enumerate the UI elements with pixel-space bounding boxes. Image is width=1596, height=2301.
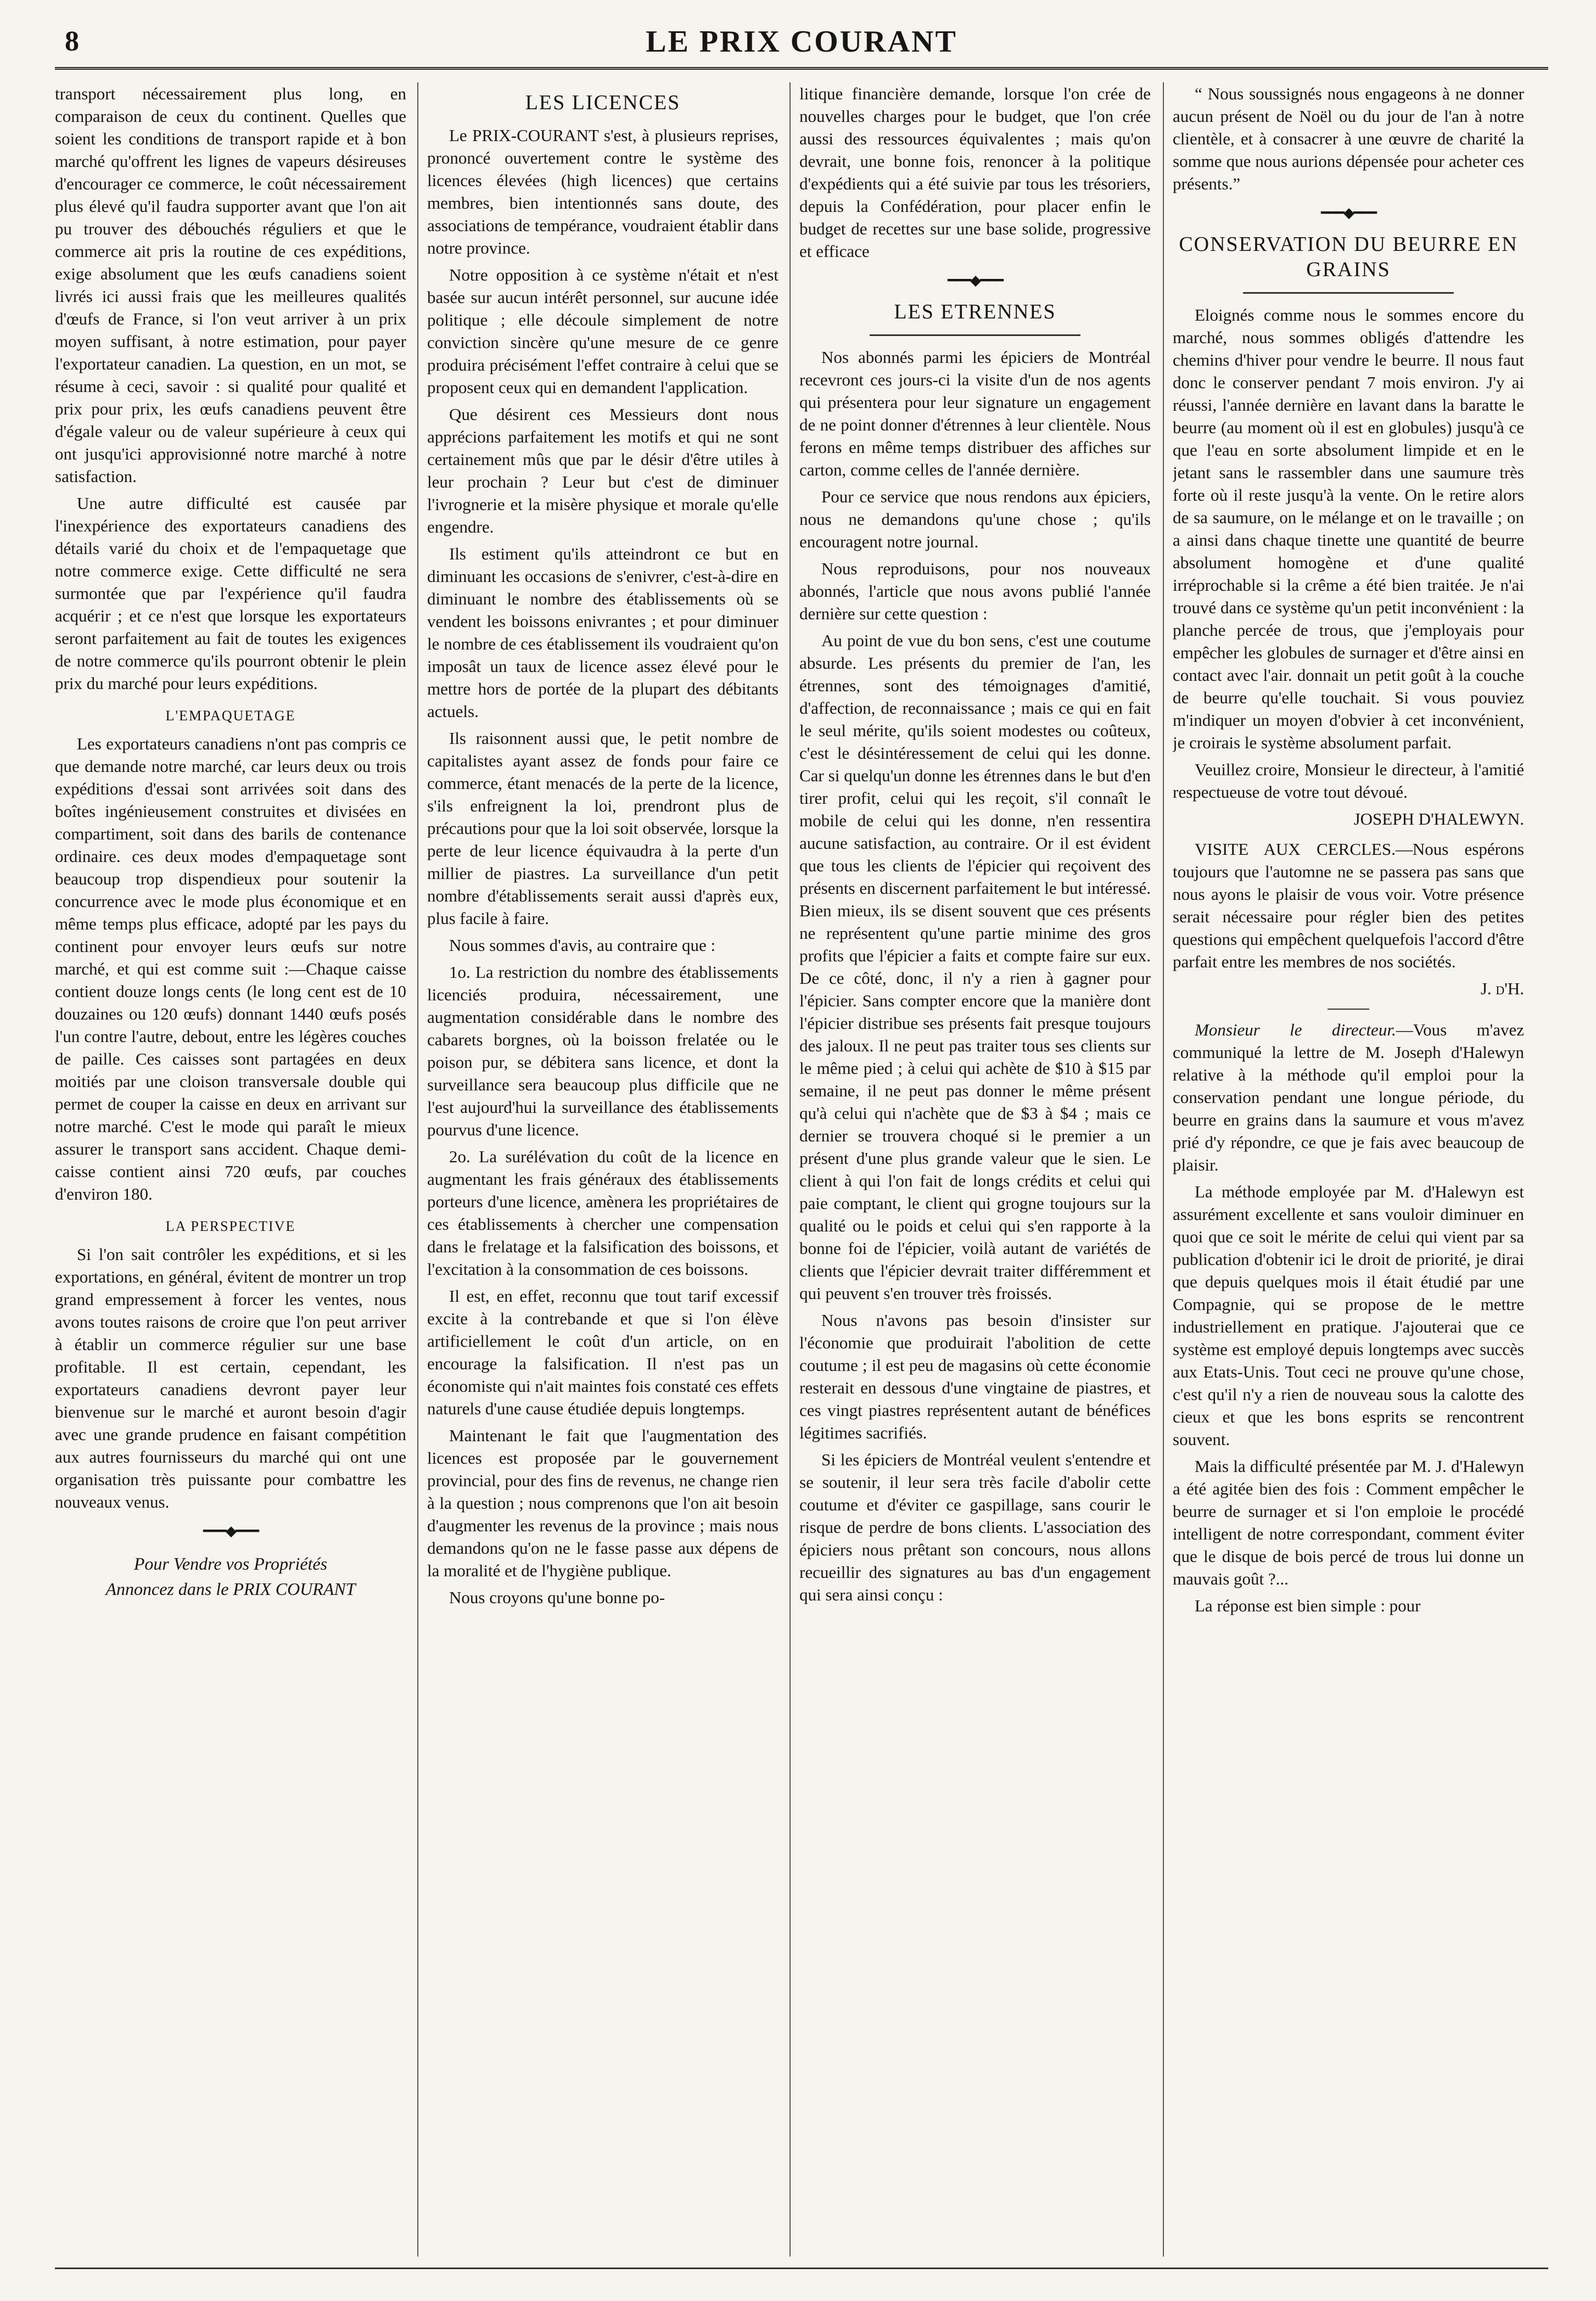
paragraph-lead: VISITE AUX CERCLES. xyxy=(1195,839,1396,859)
col2-paragraph: 2o. La surélévation du coût de la licence en augmentant les frais généraux des établissements porteurs d'une licence, amènera les propriétaires de ces établissements à chercher une compensation dans le frelatage et la falsification des boissons, et l'excitation à la consommation de ces boissons. xyxy=(427,1147,779,1279)
ornament-divider: ━━━◆━━━ xyxy=(948,272,1003,288)
col4-paragraph: La méthode employée par M. d'Halewyn est assurément excellente et sans vouloir diminuer en quoi que ce soit le mérite de celui qui vient par sa publication d'obtenir ici le droit de priorité, je dirai que depuis quelques mois il était étudié par une Compagnie, qui se propose de le mettre industriellement en pratique. J'ajouterai que ce système est employé depuis longtemps avec succès aux Etats-Unis. Tout ceci ne prouve qu'une chose, c'est qu'il n'y a rien de nouveau sous la calotte des cieux et que les bons esprits se rencontrent souvent. xyxy=(1173,1182,1524,1449)
headline-beurre: CONSERVATION DU BEURRE EN GRAINS xyxy=(1179,233,1518,281)
col2-paragraph: Ils estiment qu'ils atteindront ce but en diminuant les occasions de s'enivrer, c'est-à-dire en diminuant le nombre des établissements où se vendent les boissons enivrantes ; et pour diminuer le nombre de ces établissement ils voudraient qu'on imposât un taux de licence assez élevé pour le mettre hors de portée de la plupart des débitants actuels. xyxy=(427,544,779,721)
page-number: 8 xyxy=(65,26,79,57)
ad-line-1: Pour Vendre vos Propriétés xyxy=(133,1554,328,1574)
paragraph-lead: Monsieur le directeur. xyxy=(1195,1020,1396,1039)
col2-paragraph: Que désirent ces Messieurs dont nous apprécions parfaitement les motifs et qui ne sont certainement mûs que par le désir d'être utiles à leur prochain ? Leur but c'est de diminuer l'ivrognerie et la misère physique et morale qu'elle engendre. xyxy=(427,405,779,536)
col4-paragraph: Veuillez croire, Monsieur le directeur, à l'amitié respectueuse de votre tout dévoué. xyxy=(1173,760,1524,802)
col2-paragraph: Maintenant le fait que l'augmentation des licences est proposée par le gouvernement provincial, pour des fins de revenus, ne change rien à la question ; nous comprenons que l'on ait besoin d'augmenter les revenus de la province ; mais nous demandons qu'on ne le fasse passe aux dépens de la moralité et de l'hygiène publique. xyxy=(427,1426,779,1580)
headline-licences: LES LICENCES xyxy=(525,91,681,114)
page-header xyxy=(55,22,1548,66)
footer-rule xyxy=(55,2268,1548,2269)
col2-paragraph: 1o. La restriction du nombre des établissements licenciés produira, nécessairement, une augmentation considérable dans le nombre des cabarets borgnes, où la boisson frelatée ou le poison pur, se débitera sans licence, et dont la surveillance sera beaucoup plus difficile que ne l'est aujourd'hui la surveillance des établissements pourvus d'une licence. xyxy=(427,962,779,1139)
ornament-divider: ━━━◆━━━ xyxy=(203,1523,258,1539)
paragraph-body: —Vous m'avez communiqué la lettre de M. Joseph d'Halewyn relative à la méthode qu'il emploi pour la conservation pendant une longue période, du beurre en grains dans la saumure et vous m'avez prié d'y répondre, ce que je fais avec beaucoup de plaisir. xyxy=(1173,1020,1524,1174)
col2-paragraph: Notre opposition à ce système n'était et n'est basée sur aucun intérêt personnel, sur aucune idée politique ; elle découle simplement de notre conviction sincère qu'une mesure de ce genre produira précisément l'effet contraire à celui que se proposent ceux qui en demandent l'application. xyxy=(427,265,779,397)
ornament-divider: ━━━◆━━━ xyxy=(1321,205,1376,221)
subheading-perspective: LA PERSPECTIVE xyxy=(165,1218,296,1234)
col2-paragraph: Nous sommes d'avis, au contraire que : xyxy=(449,936,716,955)
short-rule xyxy=(1328,1009,1370,1010)
signature: JOSEPH D'HALEWYN. xyxy=(1353,809,1524,828)
col1-paragraph: Les exportateurs canadiens n'ont pas compris ce que demande notre marché, car leurs deux ou trois expéditions d'essai sont arrivées soit dans des boîtes ingénieusement construites et divisées en compartiment, soit dans des barils de contenance ordinaire. ces deux modes d'empaquetage sont beaucoup trop dispendieux pour soutenir la concurrence avec le mode plus économique et en même temps plus efficace, adopté par les pays du continent pour envoyer leurs œufs sur notre marché, et qui est comme suit :—Chaque caisse contient douze longs cents (le long cent est de 10 douzaines ou 120 œufs) donnant 1440 œufs posés l'un contre l'autre, debout, entre les légères couches de paille. Ces caisses sont partagées en deux moitiés par une cloison transversale double qui permet de couper la caisse en deux en arrivant sur notre marché. C'est le mode qui paraît le mieux assurer le transport sans accident. Chaque demi-caisse contient ainsi 720 œufs, par couches d'environ 180. xyxy=(55,734,406,1203)
col3-paragraph: litique financière demande, lorsque l'on crée de nouvelles charges pour le budget, que l'on crée aussi des ressources équivalentes ; mais qu'on devrait, une bonne fois, renoncer à la politique d'expédients qui a été suivie par tous les trésoriers, depuis la Confédération, pour placer enfin le budget de recettes sur une base solide, progressive et efficace xyxy=(799,84,1151,261)
col1-paragraph: Une autre difficulté est causée par l'inexpérience des exportateurs canadiens des détails varié du choix et de l'empaquetage que notre commerce exige. Cette difficulté ne sera surmontée que par l'expérience qu'il faudra acquérir ; et ce n'est que lorsque les exportateurs seront parfaitement au fait de toutes les exigences de notre commerce qu'ils pourront obtenir le plein prix du marché pour leurs expéditions. xyxy=(55,494,406,693)
col4-paragraph xyxy=(1173,1018,1524,1176)
col4-paragraph xyxy=(1173,838,1524,973)
col4-paragraph: Eloignés comme nous le sommes encore du marché, nous sommes obligés d'attendre les chemins d'hiver pour vendre le beurre. Il nous faut donc le conserver pendant 7 mois environ. J'y ai réussi, l'année dernière en lavant dans la baratte le beurre (au moment où il est en globules) jusqu'à ce que l'eau en sorte absolument limpide et en le jetant sans le rassembler dans une saumure très forte où il reste jusqu'à la vente. On le retire alors de sa saumure, on le mélange et on le travaille ; on a ainsi dans chaque tinette une quantité de beurre absolument homogène et d'une qualité irréprochable si la crême a été bien traitée. Je n'ai trouvé dans ce système qu'un petit inconvénient : la planche percée de trous, que j'employais pour empêcher les globules de surnager et d'être ainsi en contact avec l'air. donnait un petit goût à la couche de beurre qu'elle touchait. Si vous pouviez m'indiquer un moyen d'obvier à cet inconvénient, je croirais le système absolument parfait. xyxy=(1173,305,1524,752)
advertisement xyxy=(55,1551,406,1602)
col1-paragraph: Si l'on sait contrôler les expéditions, et si les exportations, en général, évitent de montrer un trop grand empressement à forcer les ventes, nous avons toutes raisons de croire que l'on peut arriver à établir un commerce régulier sur une base profitable. Il est certain, cependant, les exportateurs canadiens devront payer leur bienvenue sur le marché et auront besoin d'agir avec une grande prudence en faisant compétition aux autres fournisseurs du marché qui ont une organisation très puissante pour combattre les nouveaux venus. xyxy=(55,1245,406,1511)
col3-paragraph: Nous n'avons pas besoin d'insister sur l'économie que produirait l'abolition de cette coutume ; il est peu de magasins où cette économie resterait en dessous d'une vingtaine de piastres, et ces vingt piastres représentent autant de bénéfices légitimes sacrifiés. xyxy=(799,1311,1151,1442)
column-4 xyxy=(1173,82,1524,2251)
paragraph-body: —Nous espérons toujours que l'automne ne se passera pas sans que nous ayons le plaisir de vous voir. Votre présence serait nécessaire pour régler bien des petites questions qui empêchent quelquefois l'accord d'être parfait entre les membres de nos sociétés. xyxy=(1173,839,1524,971)
ad-line-2: Annoncez dans le PRIX COURANT xyxy=(105,1579,356,1599)
col4-paragraph: La réponse est bien simple : pour xyxy=(1195,1596,1421,1615)
col4-paragraph: Mais la difficulté présentée par M. J. d'Halewyn a été agitée bien des fois : Comment empêcher le beurre de surnager et si l'on emploie le procédé intelligent de notre correspondant, comment éviter que le disque de bois percé de trous lui donne un mauvais goût ?... xyxy=(1173,1457,1524,1588)
col3-paragraph: Pour ce service que nous rendons aux épiciers, nous ne demandons qu'une chose ; qu'ils encouragent notre journal. xyxy=(799,487,1151,551)
column-3 xyxy=(799,82,1151,2251)
header-rule xyxy=(55,67,1548,70)
signature: J. d'H. xyxy=(1480,979,1524,998)
headline-rule xyxy=(870,334,1080,336)
col2-paragraph: Le PRIX-COURANT s'est, à plusieurs reprises, prononcé ouvertement contre le système des licences élevées (high licences) que certains membres, bien intentionnés sans doute, des associations de tempérance, voudraient établir dans notre province. xyxy=(427,126,779,257)
headline-etrennes: LES ETRENNES xyxy=(894,300,1056,323)
col3-paragraph: Au point de vue du bon sens, c'est une coutume absurde. Les présents du premier de l'an, les étrennes, sont des témoignages d'amitié, d'affection, de reconnaissance ; mais ce qui en fait le seul mérite, qu'ils soient modestes ou coûteux, c'est le désintéressement de celui qui les donne. Car si quelqu'un donne les étrennes dans le but d'en tirer profit, celui qui les reçoit, s'il connaît le mobile de celui qui les donne, n'en ressentira aucune satisfaction, au contraire. Or il est évident que tous les clients de l'épicier qui reçoivent des présents en discernent parfaitement le but intéressé. Bien mieux, ils se disent souvent que ces présents ne représentent qu'une partie minime des gros profits que l'épicier a faits et compte faire sur eux. De ce côté, donc, il n'y a rien à gagner pour l'épicier. Sans compter encore que la manière dont l'épicier distribue ses présents fait presque toujours des jaloux. Il ne peut pas traiter tous ses clients sur le même pied ; à celui qui achète de $10 à $15 par semaine, il ne peut pas donner le même présent qu'à celui qui n'achète que de $3 à $4 ; mais ce dernier se trouvera choqué si le premier a un présent d'une plus grande valeur que le sien. Le client à qui l'on fait de longs crédits et celui qui paie comptant, le client qui grogne toujours sur la qualité ou le poids et celui qui s'en rapporte à la bonne foi de l'épicier, voilà autant de variétés de clients que l'épicier devrait traiter différemment et qui peuvent s'en trouver très froissés. xyxy=(799,631,1151,1303)
column-divider xyxy=(417,82,418,2257)
masthead-title: LE PRIX COURANT xyxy=(646,25,957,59)
col3-paragraph: Si les épiciers de Montréal veulent s'entendre et se soutenir, il leur sera très facile d'abolir cette coutume et d'éviter ce gaspillage, sans courir le risque de perdre de bons clients. L'association des épiciers nous prêtant son concours, nous allons recueillir des signatures au bas d'un engagement qui sera ainsi conçu : xyxy=(799,1450,1151,1604)
column-1 xyxy=(55,82,406,2251)
col3-paragraph: Nos abonnés parmi les épiciers de Montréal recevront ces jours-ci la visite d'un de nos agents qui présentera pour leur signature un engagement de ne point donner d'étrennes à leur clientèle. Nous ferons en même temps distribuer des affiches sur carton, comme celles de l'année dernière. xyxy=(799,348,1151,479)
col2-paragraph: Nous croyons qu'une bonne po- xyxy=(449,1588,665,1607)
headline-rule xyxy=(1243,292,1454,294)
col2-paragraph: Ils raisonnent aussi que, le petit nombre de capitalistes ayant assez de fonds pour faire ce commerce, étant menacés de la perte de la licence, s'ils enfreignent la loi, prendront plus de précautions pour que la loi soit observée, lorsque la perte de leur licence équivaudra à la perte d'un millier de piastres. La surveillance d'un petit nombre d'établissements serait aussi d'après eux, plus facile à faire. xyxy=(427,729,779,928)
col2-paragraph: Il est, en effet, reconnu que tout tarif excessif excite à la contrebande et que si l'on élève artificiellement le coût d'un article, on en encourage la falsification. Il n'est pas un économiste qui n'ait maintes fois constaté ces effets naturels d'une cause étudiée depuis longtemps. xyxy=(427,1286,779,1418)
col3-paragraph: Nous reproduisons, pour nos nouveaux abonnés, l'article que nous avons publié l'année dernière sur cette question : xyxy=(799,559,1151,623)
col4-paragraph: “ Nous soussignés nous engageons à ne donner aucun présent de Noël ou du jour de l'an à notre clientèle, et à consacrer à une œuvre de charité la somme que nous aurions dépensée pour acheter ces présents.” xyxy=(1173,84,1524,193)
column-2 xyxy=(427,82,779,2251)
col1-paragraph: transport nécessairement plus long, en comparaison de ceux du continent. Quelles que soient les conditions de transport rapide et à bon marché qu'offrent les lignes de vapeurs désireuses d'encourager ce commerce, le coût nécessairement plus élevé qu'il faudra supporter avant que l'on ait pu trouver des débouchés réguliers et que le commerce ait pris la routine de ces expéditions, exige absolument que les œufs canadiens soient livrés ici aussi frais que les meilleures qualités d'œufs de France, si l'on veut arriver à un prix moyen suffisant, à notre estimation, pour payer l'exportateur canadien. La question, en un mot, se résume à ceci, savoir : si qualité pour qualité et prix pour prix, les œufs canadiens peuvent être d'égale valeur ou de valeur supérieure à ceux qui ont jusqu'ici approvisionné notre marché à notre satisfaction. xyxy=(55,84,406,486)
column-divider xyxy=(1163,82,1164,2257)
column-divider xyxy=(789,82,791,2257)
subheading-empaquetage: L'EMPAQUETAGE xyxy=(165,708,296,724)
